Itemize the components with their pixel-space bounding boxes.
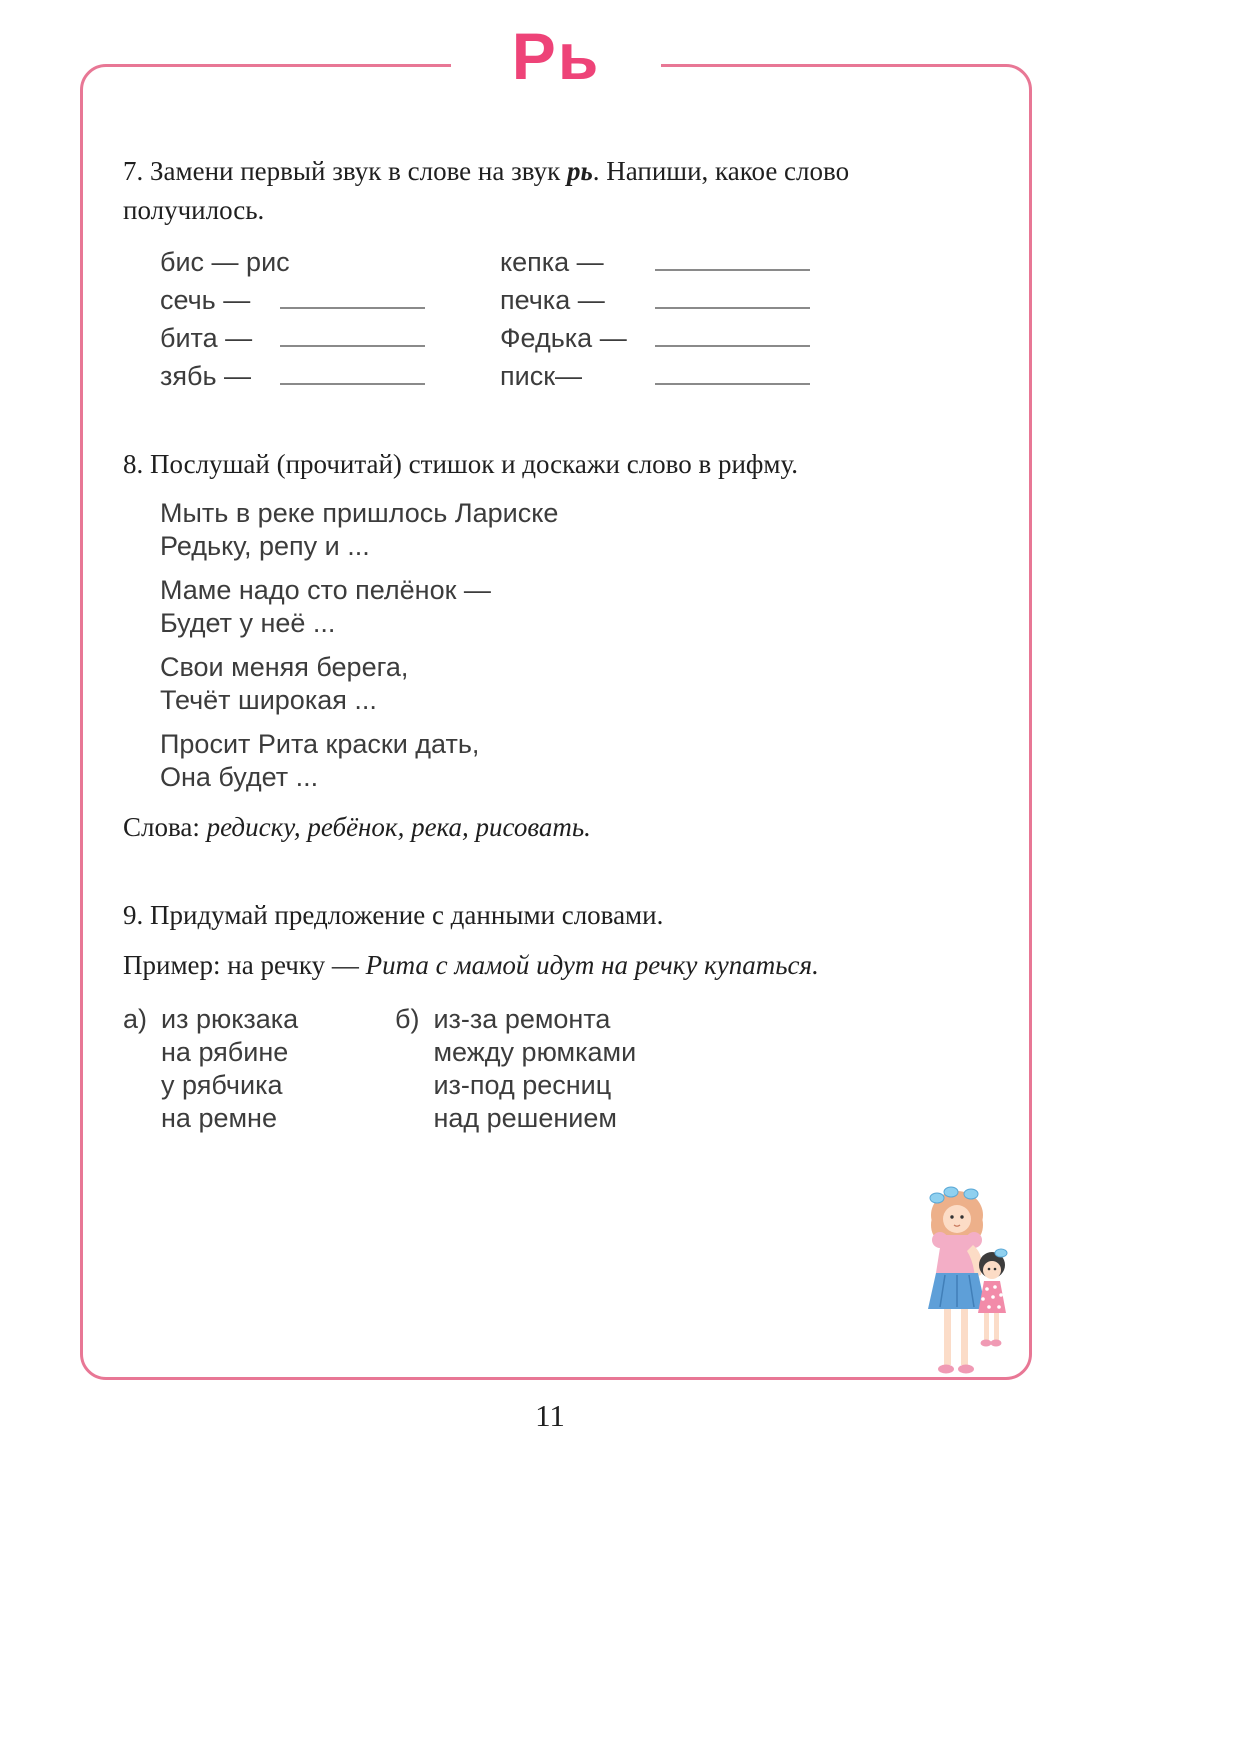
exercise9-heading: 9. Придумай предложение с данными словами. — [123, 900, 664, 930]
pair-row — [160, 281, 500, 319]
pair-prompt: писк— — [500, 361, 583, 391]
pair-row — [500, 319, 810, 357]
poem-line: Течёт широкая ... — [160, 685, 377, 715]
answer-blank — [655, 245, 810, 271]
poem-line: Мыть в реке пришлось Лариске — [160, 498, 559, 528]
pair-row — [500, 357, 810, 395]
word-phrase: на ремне — [161, 1103, 277, 1133]
exercise7-left-column — [160, 243, 500, 395]
page-title-letter: Рь — [451, 10, 661, 102]
answer-blank — [280, 359, 425, 385]
poem-line: Она будет ... — [160, 762, 319, 792]
exercise7-right-column — [500, 243, 810, 395]
column-b-words — [433, 1003, 636, 1135]
word-phrase: над решением — [433, 1103, 617, 1133]
exercise7-heading-pre: 7. Замени первый звук в слове на звук — [123, 156, 567, 186]
pair-row — [500, 243, 810, 281]
exercise9-column-a — [123, 1003, 395, 1135]
poem-line: Редьку, репу и ... — [160, 531, 370, 561]
column-b-label: б) — [395, 1004, 420, 1034]
exercise9-example — [123, 950, 973, 981]
answer-blank — [280, 283, 425, 309]
poem-line: Свои меняя берега, — [160, 652, 409, 682]
pair-prompt: зябь — — [160, 361, 252, 391]
pair-prompt: Федька — — [500, 323, 627, 353]
word-phrase: между рюмками — [433, 1037, 637, 1067]
example-label: Пример: на речку — — [123, 950, 366, 980]
answer-blank — [655, 321, 810, 347]
page-number: 11 — [535, 1398, 565, 1433]
pair-prompt: кепка — — [500, 247, 604, 277]
pair-prompt: бис — рис — [160, 247, 290, 277]
answer-blank — [655, 359, 810, 385]
exercise8-heading: 8. Послушай (прочитай) стишок и доскажи слово в рифму. — [123, 449, 799, 479]
exercise7-heading-sound: рь — [566, 156, 593, 186]
poem-line: Просит Рита краски дать, — [160, 729, 480, 759]
pair-row — [500, 281, 810, 319]
pair-prompt: сечь — — [160, 285, 251, 315]
word-phrase: на рябине — [161, 1037, 289, 1067]
exercise7-heading — [123, 152, 868, 230]
exercise8-poem — [160, 497, 558, 805]
pair-row — [160, 319, 500, 357]
poem-couplet — [160, 651, 558, 717]
exercise9-column-b — [395, 1003, 636, 1135]
poem-couplet — [160, 497, 558, 563]
pair-row — [160, 357, 500, 395]
poem-line: Будет у неё ... — [160, 608, 336, 638]
girl-with-doll-illustration — [915, 1185, 1025, 1390]
poem-couplet — [160, 574, 558, 640]
poem-line: Маме надо сто пелёнок — — [160, 575, 491, 605]
example-sentence: Рита с мамой идут на речку купаться. — [365, 950, 819, 980]
pair-prompt: печка — — [500, 285, 605, 315]
column-a-words — [161, 1003, 298, 1135]
pair-prompt: бита — — [160, 323, 253, 353]
answer-words-list: редиску, ребёнок, река, рисовать. — [206, 812, 591, 842]
word-phrase: из рюкзака — [161, 1004, 299, 1034]
exercise9-word-columns — [123, 1003, 636, 1135]
girl-with-doll-drawing — [915, 1185, 1025, 1390]
pair-row — [160, 243, 500, 281]
answer-words-label: Слова: — [123, 812, 207, 842]
answer-blank — [655, 283, 810, 309]
word-phrase: у рябчика — [161, 1070, 283, 1100]
word-phrase: из-под ресниц — [433, 1070, 612, 1100]
exercise8-answer-words — [123, 812, 591, 843]
exercise7-heading-post: . Напиши, какое слово получилось. — [123, 156, 850, 226]
word-phrase: из-за ремонта — [433, 1004, 611, 1034]
answer-blank — [280, 321, 425, 347]
column-a-label: а) — [123, 1004, 148, 1034]
poem-couplet — [160, 728, 558, 794]
exercise7-word-pairs — [160, 243, 810, 395]
